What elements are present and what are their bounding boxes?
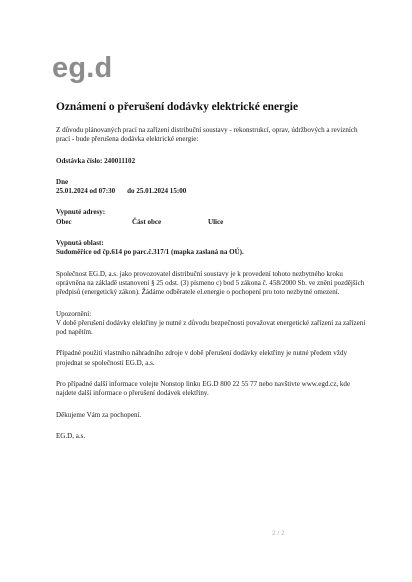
area-section <box>56 239 372 258</box>
notice-label: Upozornění: <box>56 309 92 318</box>
area-label: Vypnutá oblast: <box>56 239 104 248</box>
date-label: Dne <box>56 177 69 186</box>
area-value: Sudoměřice od čp.614 po parc.č.317/1 (mapka zaslaná na OÚ). <box>56 248 244 257</box>
addresses-label: Vypnuté adresy: <box>56 208 106 217</box>
intro-text: Z důvodu plánovaných prací na zařízení distribuční soustavy - rekonstrukcí, oprav, údržbových a revizních prací - bude přerušena dodávka elektrické energie: <box>56 126 358 144</box>
page-number: 2 / 2 <box>272 530 285 537</box>
egd-logo: eg.d <box>52 52 113 84</box>
outage-number: Odstávka číslo: 240011102 <box>56 156 136 165</box>
column-cast-obce: Část obce <box>132 217 162 226</box>
column-ulice: Ulice <box>208 217 224 226</box>
notice-text: V době přerušení dodávky elektřiny je nutné z důvodu bezpečnosti považovat energetické zařízení za zařízení pod napětím. <box>56 318 366 337</box>
date-to: do 25.01.2024 15:00 <box>127 187 187 196</box>
signature: EG.D, a.s. <box>56 431 86 440</box>
thanks-text: Děkujeme Vám za pochopení. <box>56 410 142 419</box>
notice-section <box>56 310 372 338</box>
legal-paragraph: Společnost EG.D, a.s. jako provozovatel distribuční soustavy je k provedení tohoto nezbytného kroku oprávněna na základě ustanovení § 25 odst. (3) písmeno c) bod 5 zákona č. 458/2000 Sb. ve znění pozdějších předpisů (energetický zákon). Žádáme odběratele el.energie o pochopení pro toto nezbytné omezení. <box>56 269 365 297</box>
addresses-section <box>56 208 372 227</box>
contact-paragraph: Pro případné další informace volejte Nonstop linku EG.D 800 22 55 77 nebo navštivte www.egd.cz, kde najdete další informace o přerušení dodávek elektřiny. <box>56 380 351 398</box>
column-obec: Obec <box>56 217 72 226</box>
document-body <box>56 101 372 441</box>
date-section <box>56 178 372 197</box>
date-from: 25.01.2024 od 07:30 <box>56 187 116 196</box>
backup-source-paragraph: Případné použití vlastního náhradního zdroje v době přerušení dodávky elektřiny je nutné předem vždy projednat se společností EG.D, a.s. <box>56 349 347 367</box>
document-title: Oznámení o přerušení dodávky elektrické energie <box>56 101 299 113</box>
addresses-header-row <box>56 218 372 227</box>
date-range <box>56 187 372 196</box>
